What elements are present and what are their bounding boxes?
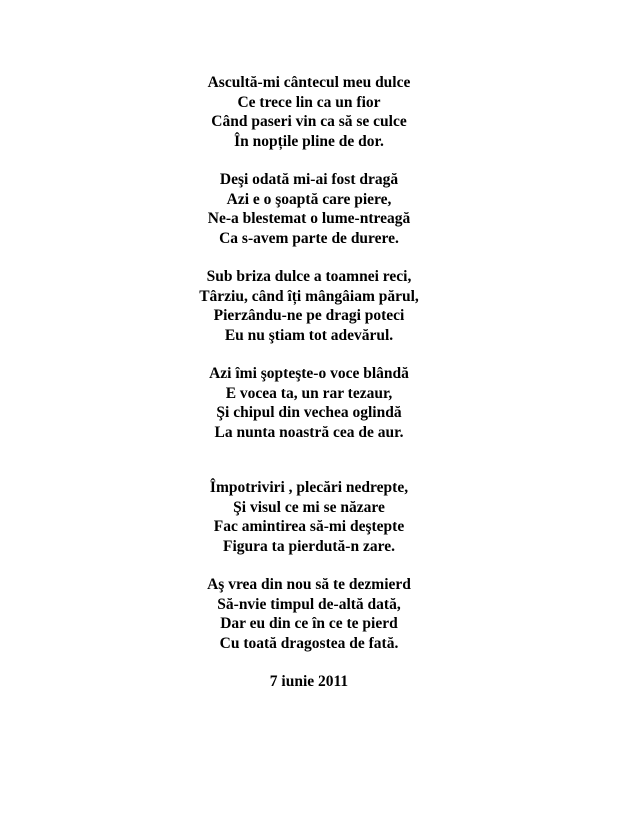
poem-line: Sub briza dulce a toamnei reci, [206, 267, 412, 285]
stanza-gap [174, 151, 444, 170]
stanza-5 [174, 478, 444, 556]
poem-line: Cu toată dragostea de fată. [219, 635, 399, 653]
stanza-gap [174, 557, 444, 576]
poem-line: Ca s-avem parte de durere. [219, 229, 399, 247]
poem-line: Şi visul ce mi se năzare [233, 498, 385, 516]
stanza-6 [174, 575, 444, 653]
poem-line: Să-nvie timpul de-altă dată, [217, 595, 401, 613]
poem-line: Pierzându-ne pe dragi poteci [213, 307, 405, 325]
poem-line: Dar eu din ce în ce te pierd [220, 615, 398, 633]
stanza-gap [174, 248, 444, 267]
poem-line: Şi chipul din vechea oglindă [216, 404, 402, 422]
poem-line: Împotriviri , plecări nedrepte, [209, 479, 409, 497]
poem-date: 7 iunie 2011 [269, 673, 349, 691]
poem-line: Azi îmi şopteşte-o voce blândă [209, 364, 409, 382]
stanza-gap [174, 345, 444, 364]
poem [174, 73, 444, 692]
poem-line: E vocea ta, un rar tezaur, [225, 384, 393, 402]
poem-line: Ne-a blestemat o lume-ntreagă [207, 210, 411, 228]
stanza-3 [174, 267, 444, 345]
stanza-2 [174, 170, 444, 248]
stanza-1 [174, 73, 444, 151]
poem-line: Ascultă-mi cântecul meu dulce [207, 74, 411, 91]
poem-line: Fac amintirea să-mi deştepte [213, 518, 405, 536]
poem-line: Când paseri vin ca să se culce [211, 113, 407, 131]
stanza-gap [174, 654, 444, 673]
poem-line: Eu nu ştiam tot adevărul. [224, 326, 394, 344]
poem-line: Figura ta pierdută-n zare. [223, 538, 395, 556]
poem-line: Azi e o şoaptă care piere, [226, 190, 392, 208]
stanza-gap [174, 442, 444, 478]
poem-line: În nopțile pline de dor. [234, 132, 384, 150]
stanza-4 [174, 364, 444, 442]
poem-line: Deşi odată mi-ai fost dragă [219, 170, 399, 188]
poem-line: Târziu, când îți mângâiam părul, [199, 287, 419, 305]
poem-line: Aş vrea din nou să te dezmierd [207, 576, 411, 594]
poem-line: La nunta noastră cea de aur. [214, 423, 404, 441]
poem-line: Ce trece lin ca un fior [237, 93, 381, 111]
